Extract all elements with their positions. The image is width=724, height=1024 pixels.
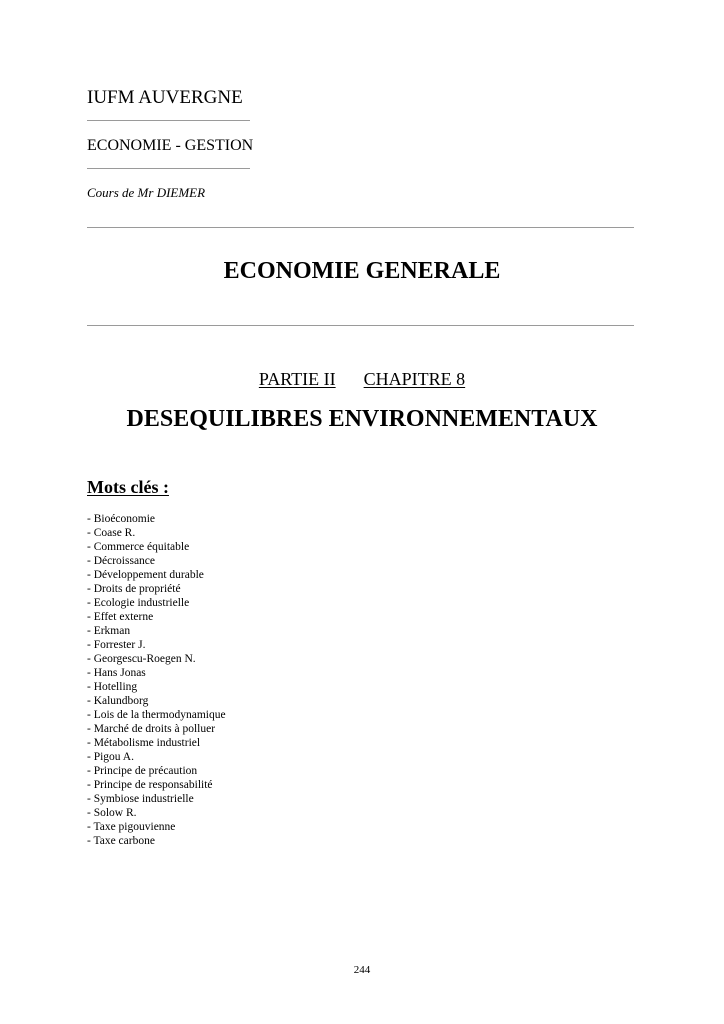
keyword-item: - Hotelling [87, 681, 138, 693]
main-title: ECONOMIE GENERALE [223, 258, 501, 284]
keyword-item: - Développement durable [87, 569, 204, 581]
keyword-item: - Taxe pigouvienne [87, 821, 176, 833]
keyword-item: - Principe de précaution [87, 765, 198, 777]
title-divider-top [87, 227, 634, 228]
keyword-item: - Bioéconomie [87, 513, 156, 525]
keyword-item: - Effet externe [87, 611, 154, 623]
department-divider-short [87, 168, 250, 169]
chapter-label: CHAPITRE 8 [363, 369, 466, 389]
keyword-item: - Lois de la thermodynamique [87, 709, 226, 721]
department-name: ECONOMIE - GESTION [87, 137, 254, 154]
keyword-item: - Symbiose industrielle [87, 793, 194, 805]
header-divider-short [87, 120, 250, 121]
keyword-item: - Hans Jonas [87, 667, 146, 679]
part-label: PARTIE II [258, 369, 336, 389]
keyword-item: - Solow R. [87, 807, 137, 819]
title-divider-bottom [87, 325, 634, 326]
course-author: Cours de Mr DIEMER [87, 185, 206, 200]
chapter-title: DESEQUILIBRES ENVIRONNEMENTAUX [126, 406, 598, 432]
keyword-item: - Coase R. [87, 527, 136, 539]
keyword-item: - Droits de propriété [87, 583, 181, 595]
keyword-item: - Métabolisme industriel [87, 737, 201, 749]
keyword-item: - Commerce équitable [87, 541, 190, 553]
part-chapter-line [0, 368, 724, 390]
keyword-item: - Marché de droits à polluer [87, 723, 216, 735]
keyword-item: - Erkman [87, 625, 131, 637]
keyword-item: - Pigou A. [87, 751, 134, 763]
keywords-heading: Mots clés : [87, 477, 169, 497]
keyword-item: - Ecologie industrielle [87, 597, 190, 609]
keyword-item: - Taxe carbone [87, 835, 155, 847]
keyword-item: - Georgescu-Roegen N. [87, 653, 196, 665]
keyword-item: - Décroissance [87, 555, 156, 567]
keyword-item: - Kalundborg [87, 695, 149, 707]
keyword-item: - Forrester J. [87, 639, 146, 651]
keyword-item: - Principe de responsabilité [87, 779, 213, 791]
keywords-list [87, 512, 226, 848]
institution-name: IUFM AUVERGNE [87, 87, 243, 108]
page-number: 244 [353, 964, 371, 976]
